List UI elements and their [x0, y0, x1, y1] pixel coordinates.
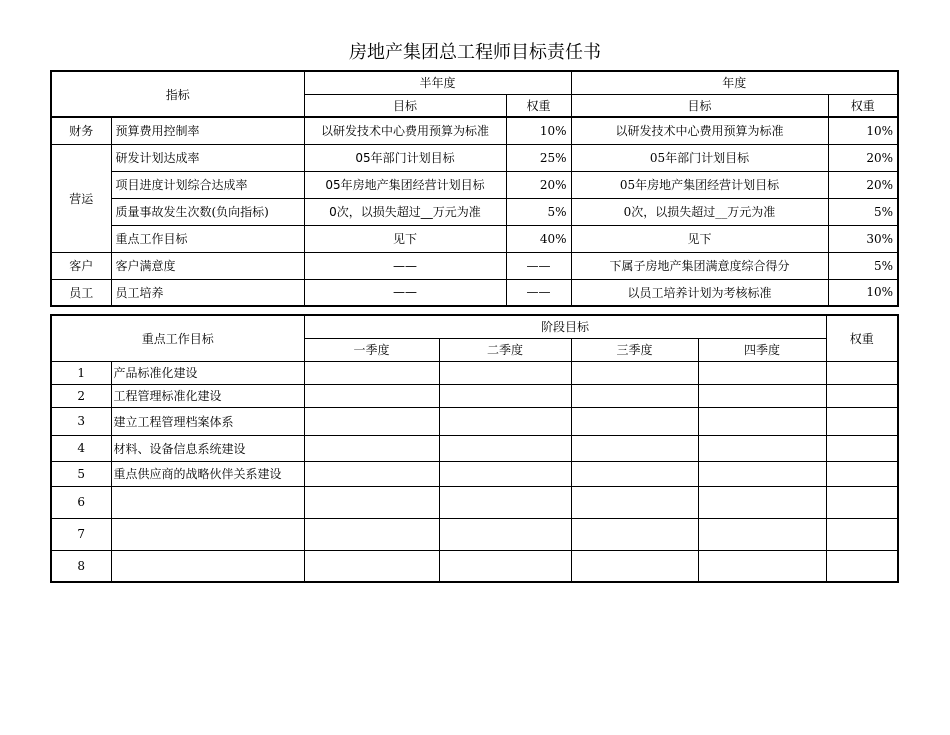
year-target-cell: 05年部门计划目标: [571, 144, 828, 171]
indicator-cell: 客户满意度: [111, 252, 304, 279]
table-row: [51, 252, 898, 279]
stage-header: 阶段目标: [304, 315, 826, 338]
quarter-header: 四季度: [698, 338, 826, 361]
half-weight-cell: 5%: [506, 198, 571, 225]
year-weight-cell: 5%: [828, 252, 898, 279]
year-weight-header: 权重: [828, 94, 898, 117]
year-target-cell: 以员工培养计划为考核标准: [571, 279, 828, 306]
category-cell: 员工: [51, 279, 111, 306]
half-year-header: 半年度: [304, 71, 571, 94]
row-number: 2: [51, 384, 111, 407]
table-row: [51, 198, 898, 225]
row-number: 5: [51, 461, 111, 486]
year-weight-cell: 10%: [828, 117, 898, 144]
quarter-header: 三季度: [571, 338, 698, 361]
key-work-header: 重点工作目标: [51, 315, 304, 361]
quarter-header: 一季度: [304, 338, 439, 361]
row-number: 1: [51, 361, 111, 384]
table-row: [51, 171, 898, 198]
half-weight-cell: 10%: [506, 117, 571, 144]
row-number: 7: [51, 518, 111, 550]
key-work-item: 重点供应商的战略伙伴关系建设: [111, 461, 304, 486]
category-cell: 财务: [51, 117, 111, 144]
half-target-cell: 见下: [304, 225, 506, 252]
year-weight-cell: 10%: [828, 279, 898, 306]
year-target-cell: 下属子房地产集团满意度综合得分: [571, 252, 828, 279]
key-work-item: [111, 518, 304, 550]
category-cell: 营运: [51, 144, 111, 252]
indicator-cell: 预算费用控制率: [111, 117, 304, 144]
row-number: 3: [51, 407, 111, 435]
half-target-cell: 0次，以损失超过__万元为准: [304, 198, 506, 225]
key-work-item: 工程管理标准化建设: [111, 384, 304, 407]
table-row: [51, 279, 898, 306]
table-row: [51, 144, 898, 171]
indicator-cell: 研发计划达成率: [111, 144, 304, 171]
indicator-cell: 重点工作目标: [111, 225, 304, 252]
table-row: [51, 486, 898, 518]
key-work-item: 建立工程管理档案体系: [111, 407, 304, 435]
indicator-cell: 质量事故发生次数(负向指标): [111, 198, 304, 225]
half-target-cell: 05年房地产集团经营计划目标: [304, 171, 506, 198]
key-work-item: [111, 486, 304, 518]
year-target-cell: 以研发技术中心费用预算为标准: [571, 117, 828, 144]
table-row: [51, 361, 898, 384]
annual-header: 年度: [571, 71, 898, 94]
year-target-header: 目标: [571, 94, 828, 117]
quarter-header: 二季度: [439, 338, 571, 361]
table-row: [51, 225, 898, 252]
indicator-table: [50, 70, 899, 307]
table-row: [51, 407, 898, 435]
half-weight-cell: 25%: [506, 144, 571, 171]
key-work-item: [111, 550, 304, 582]
year-weight-cell: 20%: [828, 171, 898, 198]
key-work-item: 材料、设备信息系统建设: [111, 435, 304, 461]
half-weight-cell: ——: [506, 252, 571, 279]
table-row: [51, 435, 898, 461]
table-row: [51, 117, 898, 144]
half-weight-cell: 20%: [506, 171, 571, 198]
half-weight-cell: ——: [506, 279, 571, 306]
row-number: 6: [51, 486, 111, 518]
year-target-cell: 0次，以损失超过__万元为准: [571, 198, 828, 225]
half-weight-header: 权重: [506, 94, 571, 117]
half-weight-cell: 40%: [506, 225, 571, 252]
table-row: [51, 550, 898, 582]
key-work-item: 产品标准化建设: [111, 361, 304, 384]
year-weight-cell: 20%: [828, 144, 898, 171]
key-work-table: [50, 314, 899, 583]
category-cell: 客户: [51, 252, 111, 279]
half-target-cell: 以研发技术中心费用预算为标准: [304, 117, 506, 144]
indicator-header: 指标: [51, 71, 304, 117]
indicator-cell: 项目进度计划综合达成率: [111, 171, 304, 198]
row-number: 8: [51, 550, 111, 582]
row-number: 4: [51, 435, 111, 461]
year-weight-cell: 30%: [828, 225, 898, 252]
table-row: [51, 384, 898, 407]
half-target-cell: 05年部门计划目标: [304, 144, 506, 171]
half-target-cell: ——: [304, 279, 506, 306]
table-row: [51, 461, 898, 486]
page-title: 房地产集团总工程师目标责任书: [349, 42, 601, 63]
weight-header: 权重: [826, 315, 898, 361]
table-row: [51, 518, 898, 550]
year-weight-cell: 5%: [828, 198, 898, 225]
half-target-cell: ——: [304, 252, 506, 279]
year-target-cell: 05年房地产集团经营计划目标: [571, 171, 828, 198]
indicator-cell: 员工培养: [111, 279, 304, 306]
year-target-cell: 见下: [571, 225, 828, 252]
half-target-header: 目标: [304, 94, 506, 117]
